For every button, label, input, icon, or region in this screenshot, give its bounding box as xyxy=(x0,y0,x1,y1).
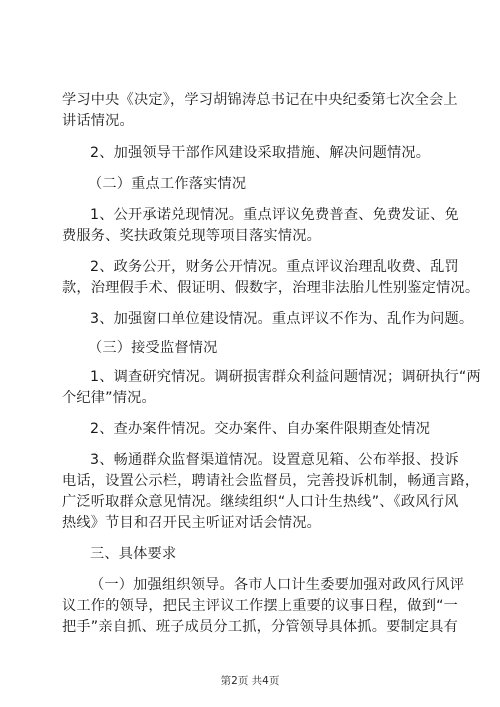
text-line-11: 1、调查研究情况。调研损害群众利益问题情况；调研执行“两 xyxy=(90,369,481,385)
text-line-20: 议工作的领导，把民主评议工作摆上重要的议事日程，做到“一 xyxy=(62,598,459,614)
text-line-17: 热线》节目和召开民主听证对话会情况。 xyxy=(62,515,321,531)
text-line-16: 广泛听取群众意见情况。继续组织“人口计生热线”、《政风行风 xyxy=(62,494,459,510)
text-line-13: 2、查办案件情况。交办案件、自办案件限期查处情况 xyxy=(90,421,431,437)
text-line-6: 费服务、奖扶政策兑现等项目落实情况。 xyxy=(62,228,321,244)
text-line-19: （一）加强组织领导。各市人口计生委要加强对政风行风评 xyxy=(90,577,465,593)
text-line-7: 2、政务公开，财务公开情况。重点评议治理乱收费、乱罚 xyxy=(90,259,459,275)
text-line-14: 3、畅通群众监督渠道情况。设置意见箱、公布举报、投诉 xyxy=(90,452,459,468)
text-line-3: 2、加强领导干部作风建设采取措施、解决问题情况。 xyxy=(90,145,431,161)
text-line-2: 讲话情况。 xyxy=(62,113,134,129)
text-line-15: 电话，设置公示栏，聘请社会监督员，完善投诉机制，畅通言路， xyxy=(62,473,480,489)
section-heading-main-3: 三、具体要求 xyxy=(90,546,177,562)
text-line-1: 学习中央《决定》，学习胡锦涛总书记在中央纪委第七次全会上 xyxy=(62,92,458,108)
text-line-8: 款，治理假手术、假证明、假数字，治理非法胎儿性别鉴定情况。 xyxy=(62,280,480,296)
page-number: 第2页 共4页 xyxy=(220,675,280,687)
text-line-12: 个纪律”情况。 xyxy=(62,390,156,406)
text-line-21: 把手”亲自抓、班子成员分工抓，分管领导具体抓。要制定具有 xyxy=(62,619,459,635)
section-heading-3: （三）接受监督情况 xyxy=(88,340,218,356)
text-line-9: 3、加强窗口单位建设情况。重点评议不作为、乱作为问题。 xyxy=(90,311,474,327)
section-heading-2: （二）重点工作落实情况 xyxy=(88,176,247,192)
text-line-5: 1、公开承诺兑现情况。重点评议免费普查、免费发证、免 xyxy=(90,207,459,223)
